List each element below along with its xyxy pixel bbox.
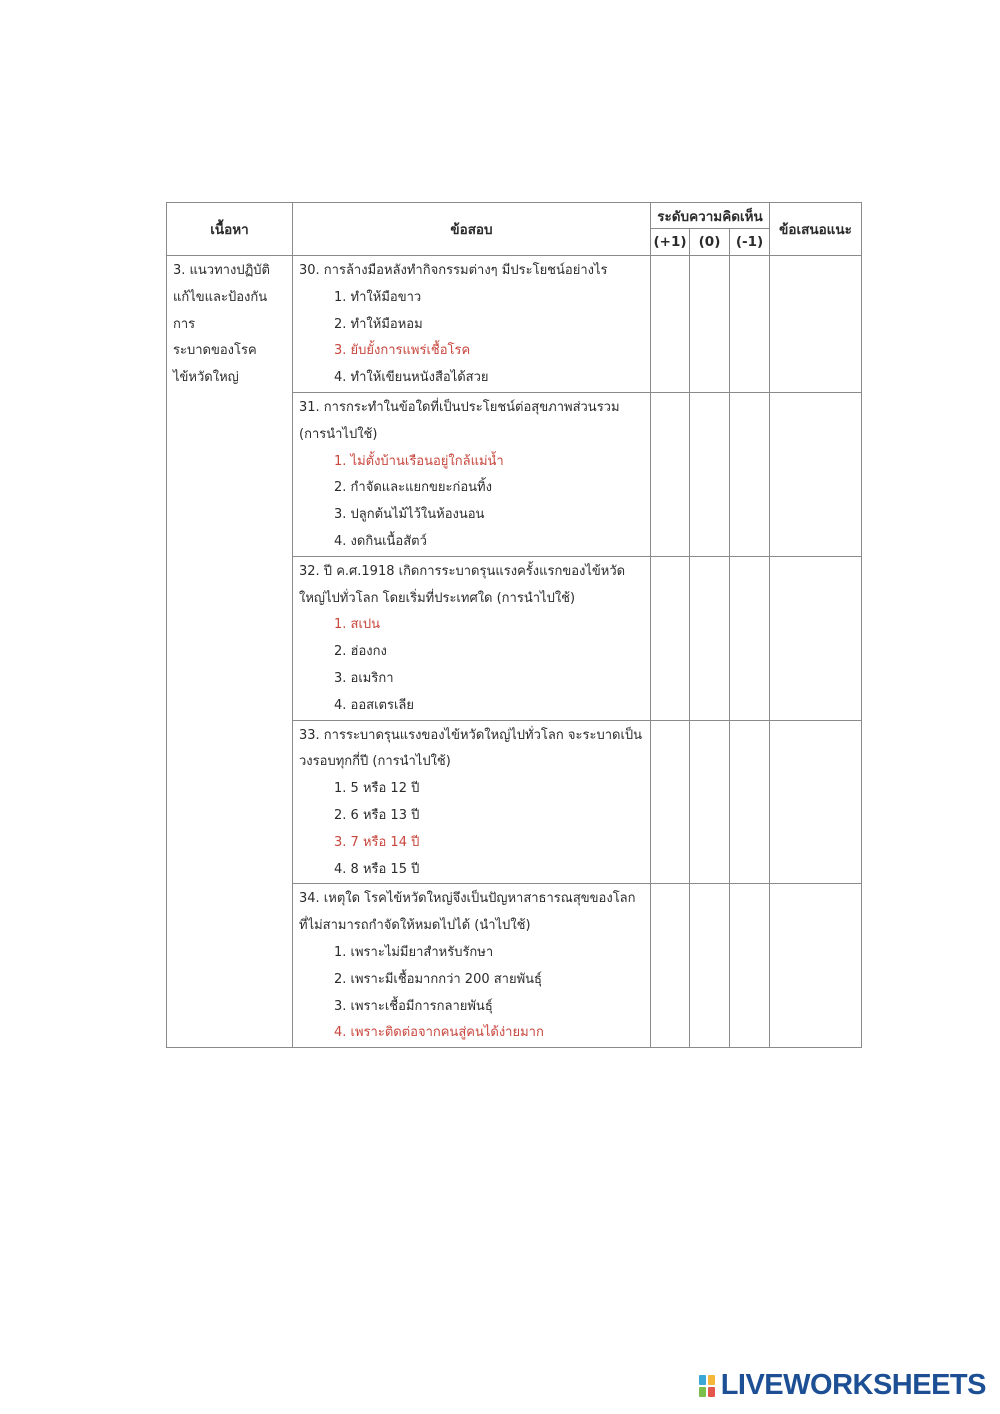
question-stem: 34. เหตุใด โรคไข้หวัดใหญ่จึงเป็นปัญหาสาธารณสุขของโลกที่ไม่สามารถกำจัดให้หมดไปได้ (นำไปใช้)	[299, 891, 636, 934]
header-level-plus: (+1)	[651, 229, 690, 256]
answer-option: 3. ปลูกต้นไม้ไว้ในห้องนอน	[334, 507, 485, 523]
answer-option: 2. เพราะมีเชื้อมากกว่า 200 สายพันธุ์	[334, 971, 542, 987]
logo-square-green	[699, 1387, 706, 1397]
answer-option: 4. 8 หรือ 15 ปี	[334, 861, 420, 877]
rating-zero-cell[interactable]	[690, 884, 730, 1048]
header-row-1	[167, 203, 862, 229]
answer-option: 1. ทำให้มือขาว	[334, 289, 422, 305]
question-cell	[293, 720, 651, 884]
content-line: แก้ไขและป้องกันการ	[173, 289, 268, 332]
answer-option-correct: 3. 7 หรือ 14 ปี	[334, 834, 420, 850]
answer-option: 4. ทำให้เขียนหนังสือได้สวย	[334, 370, 489, 386]
rating-plus-cell[interactable]	[651, 392, 690, 556]
question-stem: 31. การกระทำในข้อใดที่เป็นประโยชน์ต่อสุขภาพส่วนรวม (การนำไปใช้)	[299, 399, 620, 442]
table-body	[167, 256, 862, 1048]
question-cell	[293, 884, 651, 1048]
header-question: ข้อสอบ	[293, 203, 651, 256]
suggestion-cell[interactable]	[770, 720, 862, 884]
suggestion-cell[interactable]	[770, 392, 862, 556]
liveworksheets-logo	[699, 1369, 986, 1402]
header-content: เนื้อหา	[167, 203, 293, 256]
answer-option-correct: 4. เพราะติดต่อจากคนสู่คนได้ง่ายมาก	[334, 1025, 544, 1041]
rating-plus-cell[interactable]	[651, 884, 690, 1048]
answer-option: 1. 5 หรือ 12 ปี	[334, 781, 420, 797]
liveworksheets-brand-text: LIVEWORKSHEETS	[720, 1369, 986, 1401]
question-stem: 33. การระบาดรุนแรงของไข้หวัดใหญ่ไปทั่วโลก จะระบาดเป็นวงรอบทุกกี่ปี (การนำไปใช้)	[299, 727, 643, 770]
answer-option: 2. 6 หรือ 13 ปี	[334, 807, 420, 823]
question-cell	[293, 556, 651, 720]
table-row	[167, 256, 862, 393]
question-stem: 30. การล้างมือหลังทำกิจกรรมต่างๆ มีประโยชน์อย่างไร	[299, 263, 608, 278]
answer-option: 2. ฮ่องกง	[334, 644, 387, 660]
rating-zero-cell[interactable]	[690, 720, 730, 884]
question-cell	[293, 256, 651, 393]
logo-square-blue	[699, 1375, 706, 1385]
answer-option: 1. เพราะไม่มียาสำหรับรักษา	[334, 944, 494, 960]
answer-option-correct: 1. สเปน	[334, 617, 381, 633]
content-line: 3. แนวทางปฏิบัติ	[173, 263, 270, 278]
question-stem: 32. ปี ค.ศ.1918 เกิดการระบาดรุนแรงครั้งแรกของไข้หวัดใหญ่ไปทั่วโลก โดยเริ่มที่ประเทศใด (การนำไปใช้)	[299, 563, 626, 606]
answer-option-correct: 1. ไม่ตั้งบ้านเรือนอยู่ใกล้แม่น้ำ	[334, 453, 504, 469]
answer-option: 3. เพราะเชื้อมีการกลายพันธุ์	[334, 998, 493, 1014]
evaluation-table-wrapper	[166, 202, 861, 1048]
header-level-zero: (0)	[690, 229, 730, 256]
question-cell	[293, 392, 651, 556]
answer-option: 2. ทำให้มือหอม	[334, 316, 423, 332]
answer-option: 4. ออสเตรเลีย	[334, 697, 414, 713]
rating-minus-cell[interactable]	[730, 256, 770, 393]
rating-zero-cell[interactable]	[690, 256, 730, 393]
header-suggestion: ข้อเสนอแนะ	[770, 203, 862, 256]
content-line: ระบาดของโรค	[173, 343, 257, 359]
rating-zero-cell[interactable]	[690, 392, 730, 556]
answer-option: 2. กำจัดและแยกขยะก่อนทิ้ง	[334, 480, 492, 496]
rating-minus-cell[interactable]	[730, 720, 770, 884]
answer-option: 4. งดกินเนื้อสัตว์	[334, 533, 427, 549]
suggestion-cell[interactable]	[770, 256, 862, 393]
suggestion-cell[interactable]	[770, 884, 862, 1048]
liveworksheets-logo-icon	[699, 1375, 715, 1397]
suggestion-cell[interactable]	[770, 556, 862, 720]
rating-minus-cell[interactable]	[730, 884, 770, 1048]
answer-option: 3. อเมริกา	[334, 670, 394, 686]
logo-square-red	[708, 1387, 715, 1397]
rating-zero-cell[interactable]	[690, 556, 730, 720]
rating-plus-cell[interactable]	[651, 256, 690, 393]
content-topic-cell	[167, 256, 293, 1048]
rating-minus-cell[interactable]	[730, 556, 770, 720]
evaluation-table	[166, 202, 862, 1048]
content-line: ไข้หวัดใหญ่	[173, 370, 239, 386]
rating-minus-cell[interactable]	[730, 392, 770, 556]
header-level-minus: (-1)	[730, 229, 770, 256]
rating-plus-cell[interactable]	[651, 720, 690, 884]
rating-plus-cell[interactable]	[651, 556, 690, 720]
logo-square-yellow	[708, 1375, 715, 1385]
answer-option-correct: 3. ยับยั้งการแพร่เชื้อโรค	[334, 343, 471, 359]
header-opinion-level: ระดับความคิดเห็น	[651, 203, 770, 229]
